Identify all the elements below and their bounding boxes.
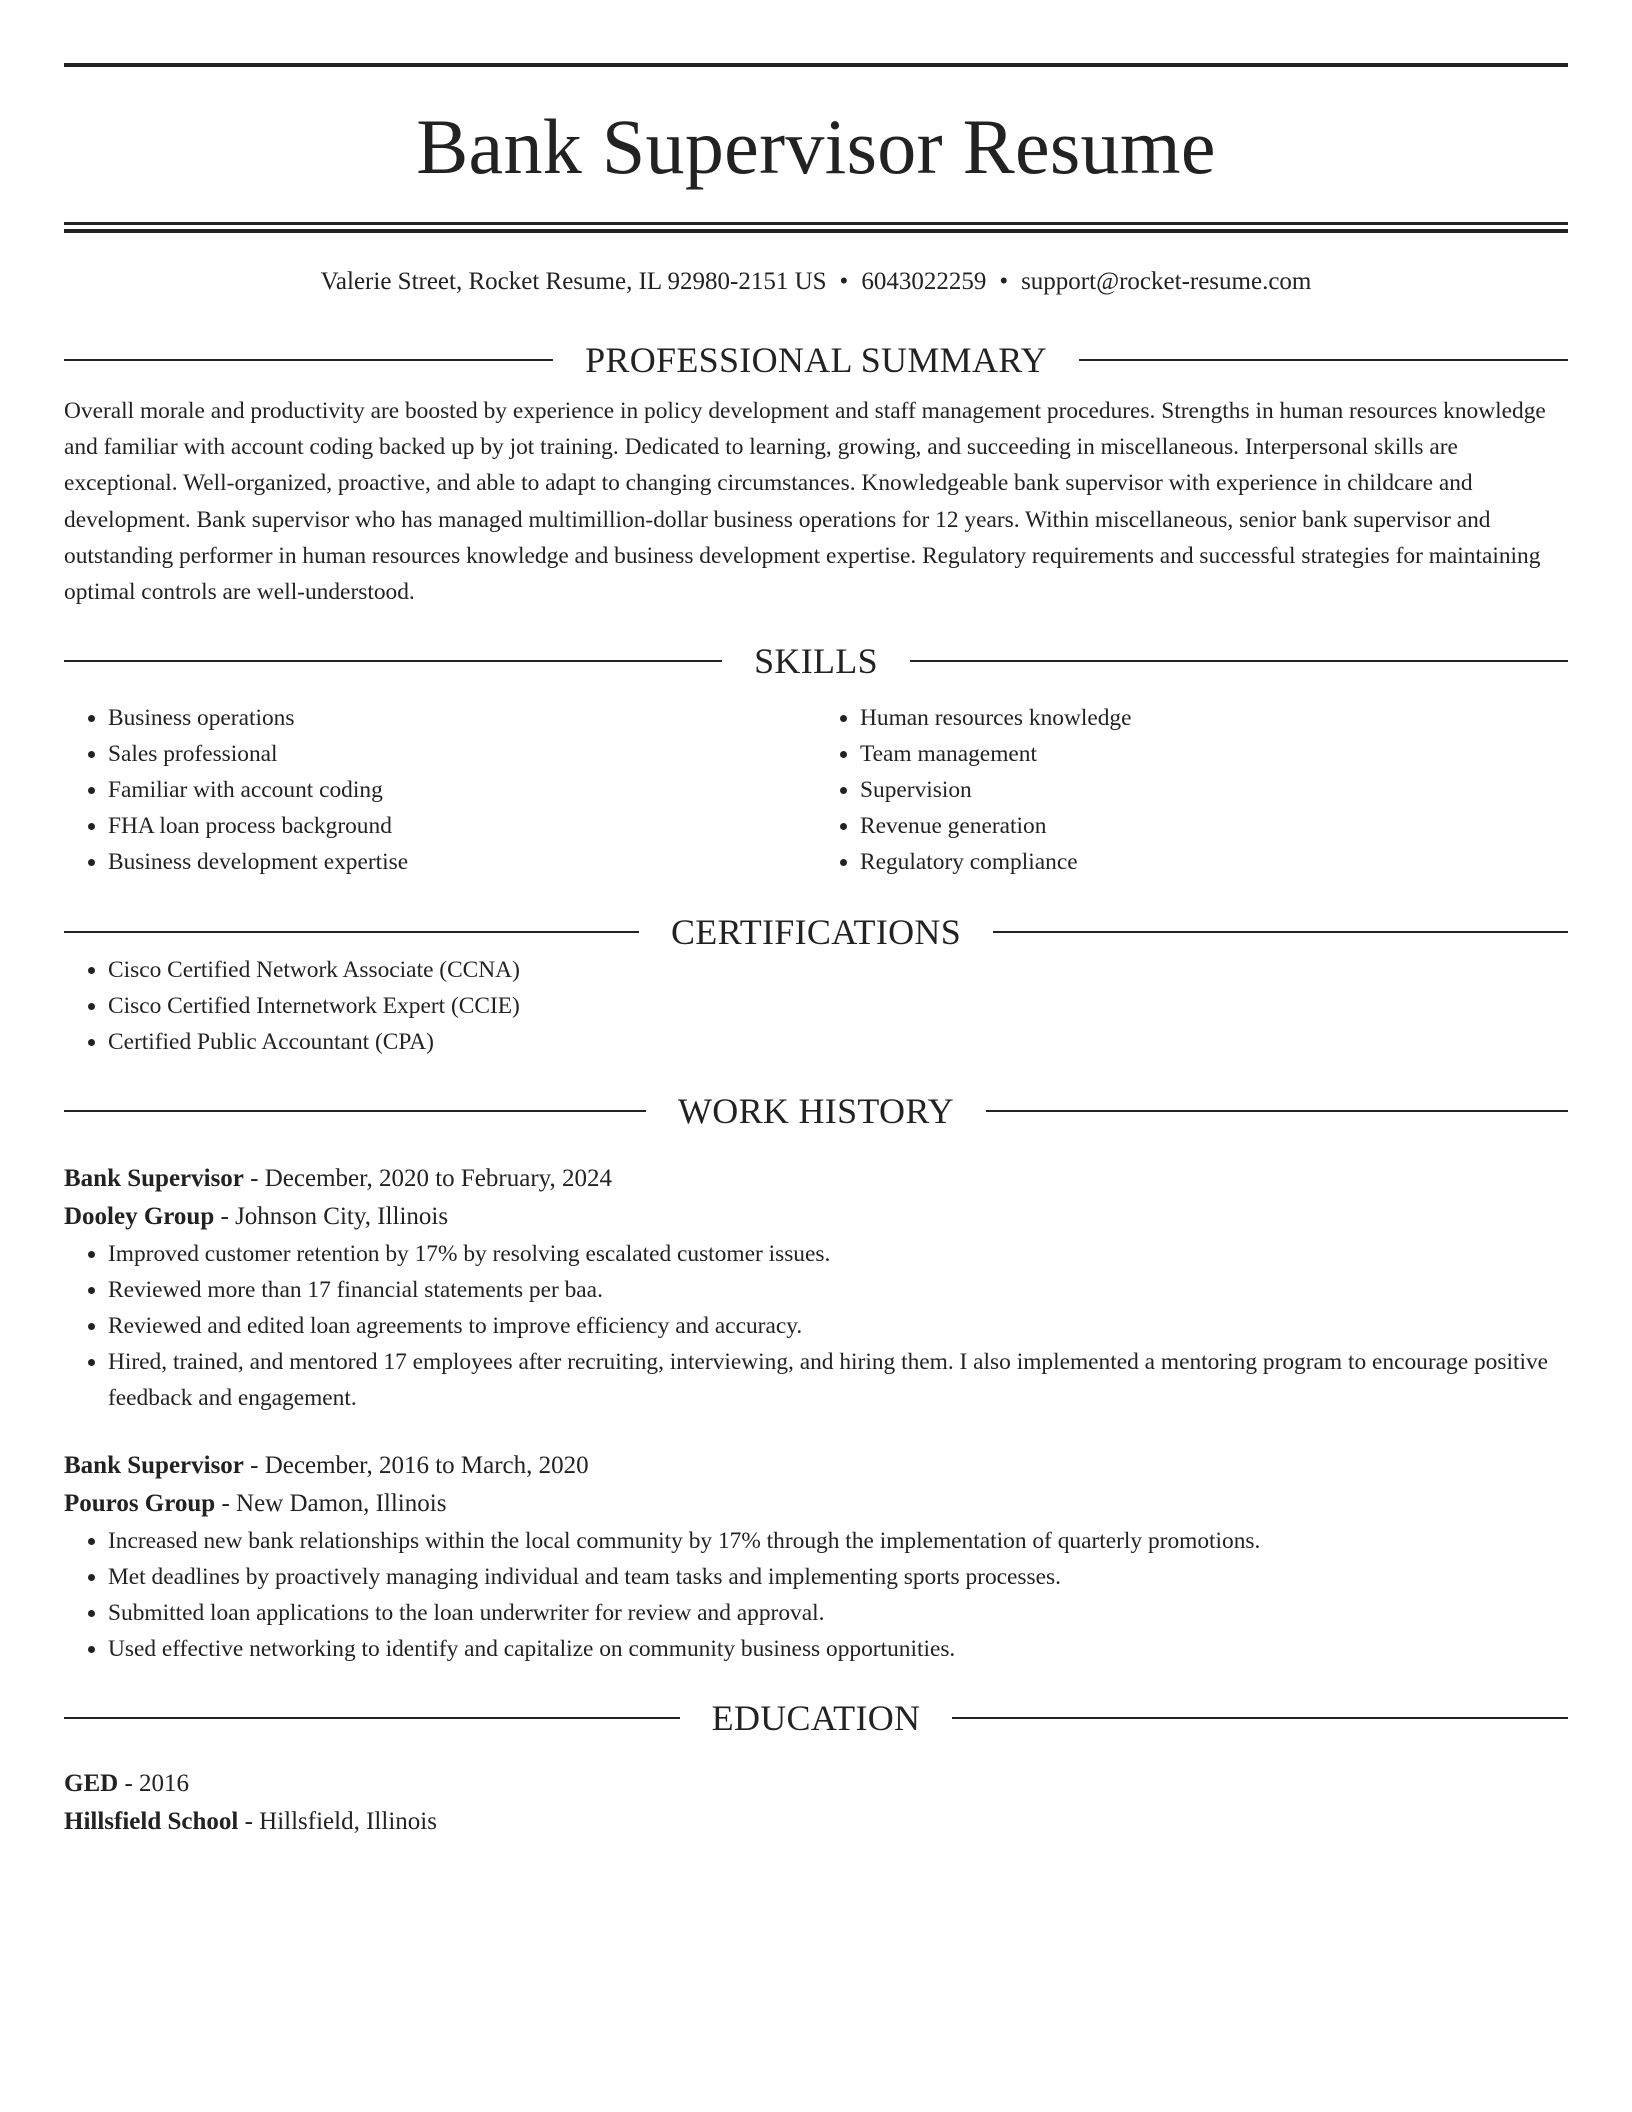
contact-address: Valerie Street, Rocket Resume, IL 92980-2151 US — [320, 268, 827, 295]
job-dates: - December, 2020 to February, 2024 — [243, 1165, 613, 1193]
job-entry — [64, 1160, 1568, 1416]
certification-item: • Cisco Certified Network Associate (CCNA) — [108, 952, 1568, 988]
job-title-line — [64, 1447, 1568, 1485]
skills-columns — [64, 700, 1568, 880]
section-rule — [910, 660, 1568, 662]
summary-text: Overall morale and productivity are boosted by experience in policy development and staff management procedures. Strengths in human resources knowledge and familiar with account coding backed up by jot training. Dedicated to learning, growing, and succeeding in miscellaneous. Interpersonal skills are exceptional. Well-organized, proactive, and able to adapt to changing circumstances. Knowledgeable bank supervisor with experience in childcare and development. Bank supervisor who has managed multimillion-dollar business operations for 12 years. Within miscellaneous, senior bank supervisor and outstanding performer in human resources knowledge and business development expertise. Regulatory requirements and successful strategies for maintaining optimal controls are well-understood. — [64, 398, 1546, 606]
skill-item: • Revenue generation — [860, 808, 1568, 844]
skill-item: • Sales professional — [108, 736, 816, 772]
contact-separator: • — [999, 268, 1009, 295]
section-rule — [64, 931, 639, 933]
summary-section-header — [64, 340, 1568, 380]
skill-item: • Familiar with account coding — [108, 772, 816, 808]
certifications-section-header — [64, 912, 1568, 952]
contact-phone: 6043022259 — [861, 268, 987, 295]
job-location: - New Damon, Illinois — [215, 1490, 447, 1518]
skills-section-header — [64, 641, 1568, 681]
skill-item: • Business operations — [108, 700, 816, 736]
job-bullet: • Reviewed and edited loan agreements to improve efficiency and accuracy. — [108, 1308, 1568, 1344]
job-bullet: • Hired, trained, and mentored 17 employees after recruiting, interviewing, and hiring them. I also implemented a mentoring program to encourage positive feedback and engagement. — [108, 1344, 1568, 1416]
summary-heading: PROFESSIONAL SUMMARY — [585, 340, 1047, 380]
job-company-line — [64, 1485, 1568, 1523]
certifications-heading: CERTIFICATIONS — [670, 912, 962, 953]
certification-item: • Cisco Certified Internetwork Expert (CCIE) — [108, 988, 1568, 1024]
job-company-line — [64, 1198, 1568, 1236]
section-rule — [993, 931, 1568, 933]
contact-line — [64, 267, 1568, 297]
job-bullets — [64, 1236, 1568, 1416]
section-rule — [986, 1110, 1568, 1112]
job-title-line — [64, 1160, 1568, 1198]
skill-item: • Supervision — [860, 772, 1568, 808]
job-dates: - December, 2016 to March, 2020 — [243, 1452, 589, 1480]
section-rule — [64, 660, 722, 662]
job-bullet: • Increased new bank relationships within the local community by 17% through the implementation of quarterly promotions. — [108, 1523, 1568, 1559]
job-title: Bank Supervisor — [64, 1452, 244, 1480]
job-title: Bank Supervisor — [64, 1165, 244, 1193]
education-school: Hillsfield School — [64, 1808, 239, 1836]
job-bullet: • Used effective networking to identify and capitalize on community business opportunities. — [108, 1631, 1568, 1667]
certification-item: • Certified Public Accountant (CPA) — [108, 1024, 1568, 1060]
contact-email: support@rocket-resume.com — [1021, 268, 1312, 295]
contact-separator: • — [839, 268, 849, 295]
section-rule — [64, 1110, 646, 1112]
education-year: - 2016 — [118, 1770, 190, 1798]
education-school-line — [64, 1803, 1568, 1841]
skills-heading: SKILLS — [754, 641, 878, 682]
job-bullet: • Submitted loan applications to the loan underwriter for review and approval. — [108, 1595, 1568, 1631]
skill-item: • Team management — [860, 736, 1568, 772]
title-double-rule — [64, 222, 1568, 233]
certifications-list — [64, 952, 1568, 1060]
education-section-header — [64, 1698, 1568, 1738]
job-location: - Johnson City, Illinois — [214, 1203, 449, 1231]
job-bullet: • Met deadlines by proactively managing individual and team tasks and implementing sports processes. — [108, 1559, 1568, 1595]
education-heading: EDUCATION — [711, 1698, 921, 1739]
education-entry — [64, 1765, 1568, 1841]
skills-list-left — [64, 700, 816, 880]
job-bullets — [64, 1523, 1568, 1667]
work-history-heading: WORK HISTORY — [678, 1091, 954, 1132]
section-rule — [64, 1717, 680, 1719]
skills-list-right — [816, 700, 1568, 880]
section-rule — [1079, 359, 1568, 361]
job-bullet: • Reviewed more than 17 financial statements per baa. — [108, 1272, 1568, 1308]
section-rule — [952, 1717, 1568, 1719]
job-bullet: • Improved customer retention by 17% by resolving escalated customer issues. — [108, 1236, 1568, 1272]
education-degree-line — [64, 1765, 1568, 1803]
skill-item: • FHA loan process background — [108, 808, 816, 844]
work-history-section-header — [64, 1091, 1568, 1131]
job-company: Dooley Group — [64, 1203, 215, 1231]
job-entry — [64, 1447, 1568, 1667]
education-degree: GED — [64, 1770, 119, 1798]
skill-item: • Business development expertise — [108, 844, 816, 880]
skill-item: • Human resources knowledge — [860, 700, 1568, 736]
skill-item: • Regulatory compliance — [860, 844, 1568, 880]
resume-title: Bank Supervisor Resume — [416, 103, 1216, 190]
section-rule — [64, 359, 553, 361]
top-rule — [64, 63, 1568, 67]
job-company: Pouros Group — [64, 1490, 216, 1518]
education-location: - Hillsfield, Illinois — [238, 1808, 437, 1836]
